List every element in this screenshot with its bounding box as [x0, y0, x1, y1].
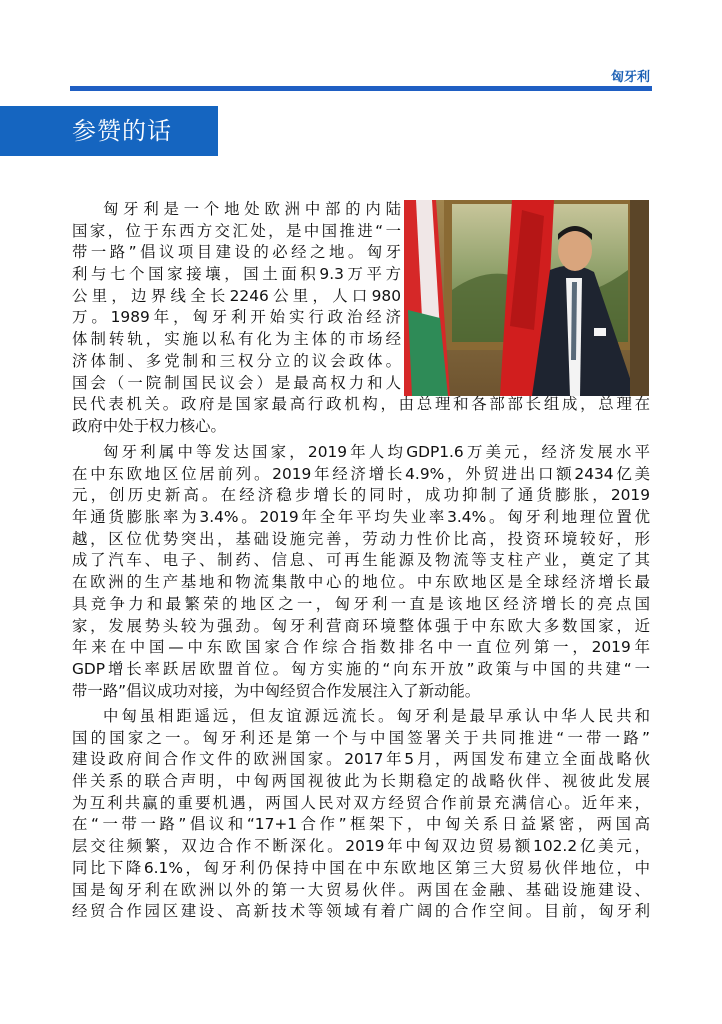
header-rule — [70, 86, 652, 91]
paragraph-3 — [72, 706, 650, 923]
paragraph-1 — [72, 199, 401, 394]
paragraph-line: 带一路”倡议成功对接，为中匈经贸合作发展注入了新动能。 — [72, 681, 481, 700]
paragraph-line: 成了汽车、电子、制药、信息、可再生能源及物流等支柱产业，奠定了其 — [72, 551, 650, 570]
paragraph-line: 伴关系的联合声明，中匈两国视彼此为长期稳定的战略伙伴、视彼此发展 — [72, 772, 650, 791]
paragraph-line: 公里，边界线全长2246公里，人口980 — [72, 286, 401, 305]
paragraph-line: 匈牙利属中等发达国家，2019年人均GDP1.6万美元，经济发展水平 — [103, 443, 650, 461]
paragraph-line: 体制转轨，实施以私有化为主体的市场经 — [72, 330, 401, 349]
paragraph-line: 匈牙利是一个地处欧洲中部的内陆 — [103, 200, 401, 218]
paragraph-line: 在欧洲的生产基地和物流集散中心的地位。中东欧地区是全球经济增长最 — [72, 573, 650, 592]
paragraph-line: GDP增长率跃居欧盟首位。匈方实施的“向东开放”政策与中国的共建“一 — [72, 659, 650, 678]
paragraph-line: 中匈虽相距遥远，但友谊源远流长。匈牙利是最早承认中华人民共和 — [103, 707, 650, 725]
paragraph-1-continued — [72, 394, 650, 437]
paragraph-line: 在中东欧地区位居前列。2019年经济增长4.9%，外贸进出口额2434亿美 — [72, 464, 650, 483]
paragraph-line: 建设政府间合作文件的欧洲国家。2017年5月，两国发布建立全面战略伙 — [72, 750, 650, 769]
portrait-photo — [404, 200, 649, 396]
running-title: 匈牙利 — [610, 70, 650, 85]
paragraph-line: 具竞争力和最繁荣的地区之一，匈牙利一直是该地区经济增长的亮点国 — [72, 594, 650, 613]
portrait-illustration — [404, 200, 649, 396]
paragraph-line: 年来在中国—中东欧国家合作综合指数排名中一直位列第一，2019年 — [72, 638, 650, 657]
paragraph-line: 国是匈牙利在欧洲以外的第一大贸易伙伴。两国在金融、基础设施建设、 — [72, 880, 650, 899]
paragraph-line: 元，创历史新高。在经济稳步增长的同时，成功抑制了通货膨胀，2019 — [72, 486, 650, 505]
paragraph-line: 为互利共赢的重要机遇，两国人民对双方经贸合作前景充满信心。近年来， — [72, 793, 650, 812]
paragraph-line: 年通货膨胀率为3.4%。2019年全年平均失业率3.4%。匈牙利地理位置优 — [72, 508, 650, 527]
paragraph-line: 家，发展势头较为强劲。匈牙利营商环境整体强于中东欧大多数国家，近 — [72, 616, 650, 635]
paragraph-line: 同比下降6.1%，匈牙利仍保持中国在中东欧地区第三大贸易伙伴地位，中 — [72, 858, 650, 877]
paragraph-line: 万。1989年，匈牙利开始实行政治经济 — [72, 308, 401, 327]
paragraph-line: 带一路”倡议项目建设的必经之地。匈牙 — [72, 243, 401, 262]
paragraph-line: 层交往频繁，双边合作不断深化。2019年中匈双边贸易额102.2亿美元， — [72, 837, 650, 856]
paragraph-line: 利与七个国家接壤，国土面积9.3万平方 — [72, 265, 401, 284]
paragraph-line: 国的国家之一。匈牙利还是第一个与中国签署关于共同推进“一带一路” — [72, 728, 650, 747]
paragraph-line: 经贸合作园区建设、高新技术等领域有着广阔的合作空间。目前，匈牙利 — [72, 902, 650, 921]
paragraph-line: 国家，位于东西方交汇处，是中国推进“一 — [72, 221, 401, 240]
paragraph-line: 济体制、多党制和三权分立的议会政体。 — [72, 351, 401, 370]
paragraph-line: 越，区位优势突出，基础设施完善，劳动力性价比高，投资环境较好，形 — [72, 529, 650, 548]
paragraph-2 — [72, 442, 650, 702]
paragraph-line: 政府中处于权力核心。 — [72, 416, 226, 435]
paragraph-line: 在“一带一路”倡议和“17+1合作”框架下，中匈关系日益紧密，两国高 — [72, 815, 650, 834]
paragraph-line: 国会（一院制国民议会）是最高权力和人 — [72, 373, 401, 392]
section-title: 参赞的话 — [0, 106, 218, 156]
paragraph-line: 民代表机关。政府是国家最高行政机构，由总理和各部部长组成，总理在 — [72, 395, 650, 413]
